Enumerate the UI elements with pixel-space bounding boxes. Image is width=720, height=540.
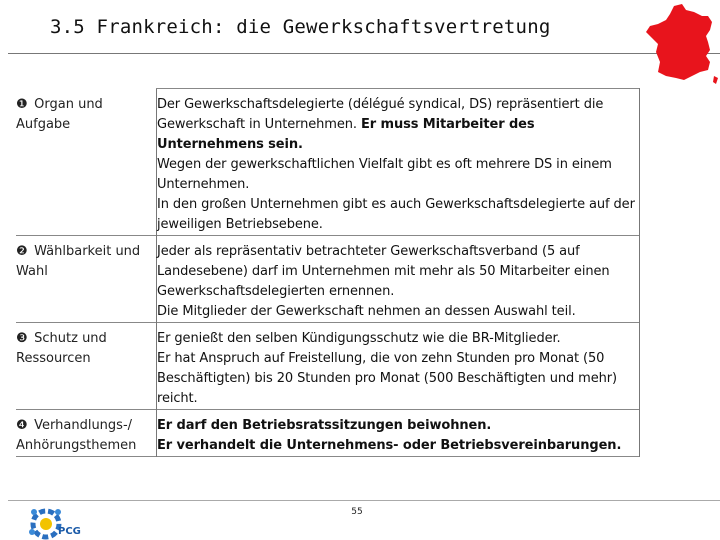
title-divider bbox=[8, 53, 720, 54]
table-row bbox=[16, 323, 640, 410]
description-paragraph: Jeder als repräsentativ betrachteter Gewerkschaftsverband (5 auf Landesebene) darf im Unternehmen mit mehr als 50 Mitarbeiter einen Gewerkschaftsdelegierten ernennen. bbox=[157, 244, 610, 299]
number-icon: ❷ bbox=[16, 244, 28, 259]
page-title: 3.5 Frankreich: die Gewerkschaftsvertretung bbox=[50, 16, 551, 38]
row-label bbox=[16, 236, 157, 323]
table-row bbox=[16, 236, 640, 323]
description-paragraph: Er darf den Betriebsratssitzungen beiwohnen. bbox=[157, 418, 492, 433]
number-icon: ❸ bbox=[16, 331, 28, 346]
table-row bbox=[16, 410, 640, 457]
row-label-text: Organ und Aufgabe bbox=[16, 96, 103, 132]
table-row bbox=[16, 89, 640, 236]
row-description bbox=[157, 89, 640, 236]
number-icon: ❹ bbox=[16, 418, 28, 433]
row-description bbox=[157, 236, 640, 323]
row-label bbox=[16, 89, 157, 236]
row-description bbox=[157, 410, 640, 457]
logo-text: PCG bbox=[58, 526, 81, 537]
description-paragraph: Er verhandelt die Unternehmens- oder Betriebsvereinbarungen. bbox=[157, 438, 622, 453]
row-label-text: Verhandlungs-/ Anhörungsthemen bbox=[16, 418, 137, 453]
description-paragraph: Er hat Anspruch auf Freistellung, die von zehn Stunden pro Monat (50 Beschäftigten) bis 20 Stunden pro Monat (500 Beschäftigten und mehr) reicht. bbox=[157, 351, 618, 406]
footer-divider bbox=[8, 500, 720, 501]
row-label bbox=[16, 323, 157, 410]
description-paragraph: Er genießt den selben Kündigungsschutz wie die BR-Mitglieder. bbox=[157, 331, 561, 346]
page-number: 55 bbox=[351, 507, 363, 517]
description-paragraph: Der Gewerkschaftsdelegierte (délégué syndical, DS) repräsentiert die Gewerkschaft in Unternehmen. Er muss Mitarbeiter des Unternehmens sein. bbox=[157, 97, 604, 152]
row-label-text: Schutz und Ressourcen bbox=[16, 331, 107, 366]
row-label bbox=[16, 410, 157, 457]
france-map-icon bbox=[644, 2, 720, 86]
description-paragraph: Wegen der gewerkschaftlichen Vielfalt gibt es oft mehrere DS in einem Unternehmen. bbox=[157, 157, 612, 192]
description-paragraph: In den großen Unternehmen gibt es auch Gewerkschaftsdelegierte auf der jeweiligen Betriebsebene. bbox=[157, 197, 635, 232]
content-table bbox=[16, 88, 640, 457]
description-paragraph: Die Mitglieder der Gewerkschaft nehmen an dessen Auswahl teil. bbox=[157, 304, 576, 319]
number-icon: ❶ bbox=[16, 96, 28, 112]
row-description bbox=[157, 323, 640, 410]
row-label-text: Wählbarkeit und Wahl bbox=[16, 244, 141, 279]
